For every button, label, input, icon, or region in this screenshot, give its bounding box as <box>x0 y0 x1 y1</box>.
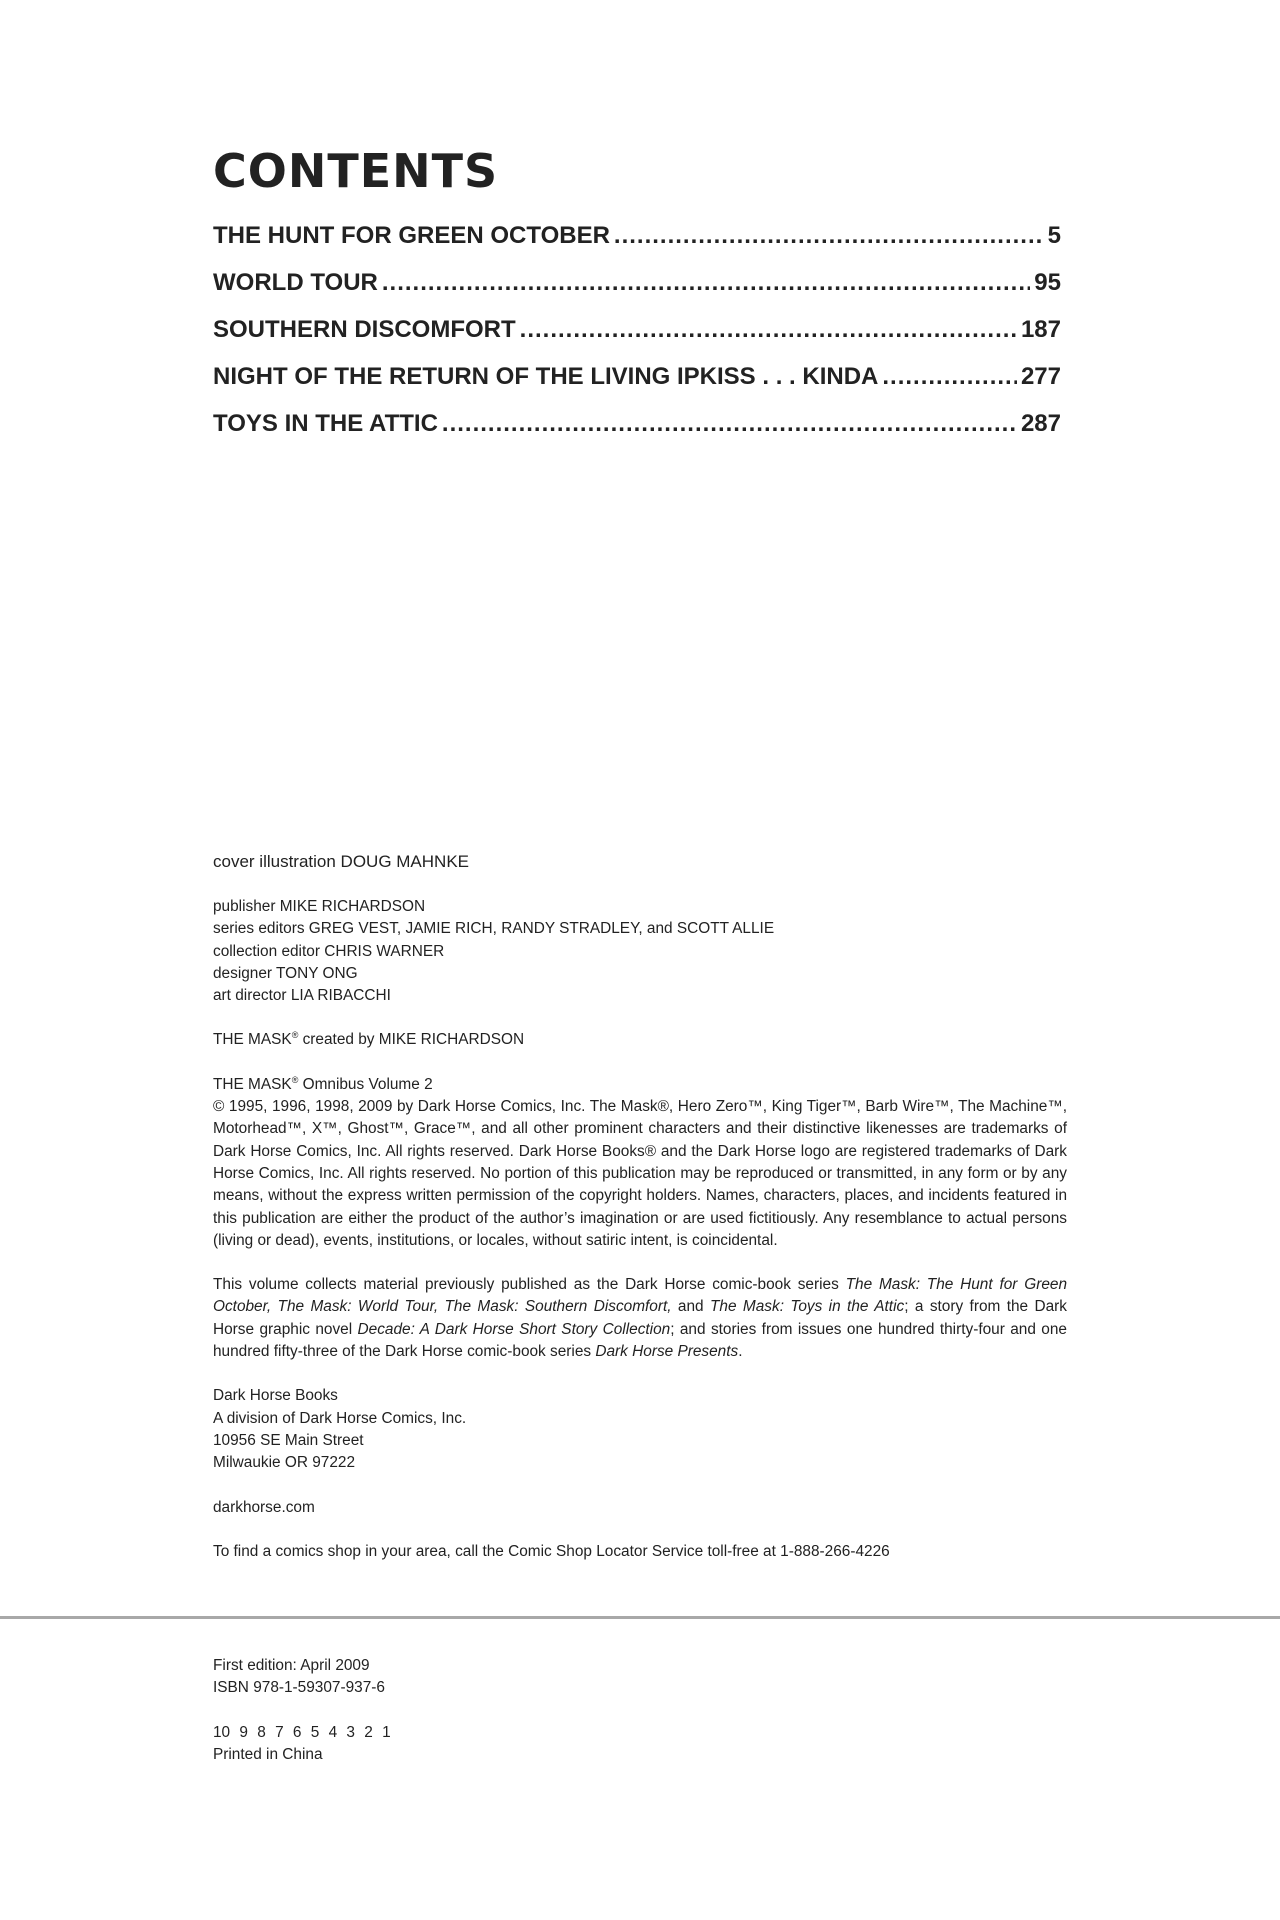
volume-title-suffix: Omnibus Volume 2 <box>298 1075 433 1093</box>
address-line: Milwaukie OR 97222 <box>213 1454 356 1472</box>
collects-series-title: The Mask: Toys in the Attic <box>710 1298 905 1316</box>
series-editors-credit: series editors GREG VEST, JAMIE RICH, RANDY STRADLEY, and SCOTT ALLIE <box>213 920 775 938</box>
toc-entry <box>213 316 1061 363</box>
collects-text: . <box>738 1343 743 1361</box>
collects-text: and <box>671 1298 711 1316</box>
collects-text: ; a story from the Dark Horse graphic novel <box>213 1298 1067 1338</box>
collects-series-title: Decade: A Dark Horse Short Story Collection <box>357 1320 671 1338</box>
collects-text: ; and stories from issues one hundred thirty-four and one hundred fifty-three of the Dark Horse comic-book series <box>213 1320 1067 1361</box>
designer-credit: designer TONY ONG <box>213 964 358 982</box>
toc-dot-leader <box>520 316 1017 344</box>
credits-block <box>213 850 1067 1563</box>
toc-entry-title: TOYS IN THE ATTIC <box>213 410 438 437</box>
toc-entry-page: 95 <box>1034 269 1061 296</box>
address-line: Dark Horse Books <box>213 1387 338 1405</box>
staff-credits <box>213 896 1067 1007</box>
publisher-address <box>213 1385 1067 1474</box>
toc-entry <box>213 269 1061 316</box>
toc-entry-title: NIGHT OF THE RETURN OF THE LIVING IPKISS . . . KINDA <box>213 363 879 390</box>
toc-entry-page: 5 <box>1047 222 1061 249</box>
toc-entry-page: 287 <box>1020 410 1061 437</box>
toc-entry-page: 187 <box>1020 316 1061 343</box>
creator-credit-text: created by MIKE RICHARDSON <box>298 1031 525 1049</box>
divider-rule <box>0 1616 1280 1619</box>
copyright-block <box>213 1074 1067 1252</box>
registered-mark: ® <box>291 1074 299 1085</box>
cover-credit: cover illustration DOUG MAHNKE <box>213 852 470 871</box>
toc-dot-leader <box>382 269 1030 297</box>
collection-editor-credit: collection editor CHRIS WARNER <box>213 942 445 960</box>
toc-entry-title: THE HUNT FOR GREEN OCTOBER <box>213 222 610 249</box>
toc-entry <box>213 363 1061 410</box>
shop-locator-notice: To find a comics shop in your area, call the Comic Shop Locator Service toll-free at 1-888-266-4226 <box>213 1542 890 1560</box>
toc-entry <box>213 222 1061 269</box>
toc-entry-title: SOUTHERN DISCOMFORT <box>213 316 516 343</box>
isbn: ISBN 978-1-59307-937-6 <box>213 1679 385 1697</box>
toc-dot-leader <box>614 222 1044 250</box>
toc-entry-title: WORLD TOUR <box>213 269 378 296</box>
printed-in: Printed in China <box>213 1745 323 1763</box>
creator-credit-title: THE MASK <box>213 1031 292 1049</box>
collects-series-title: Dark Horse Presents <box>595 1343 739 1361</box>
table-of-contents <box>213 222 1061 457</box>
toc-entry <box>213 410 1061 457</box>
collects-notice <box>213 1274 1067 1363</box>
address-line: A division of Dark Horse Comics, Inc. <box>213 1409 467 1427</box>
collects-text: This volume collects material previously published as the Dark Horse comic-book series <box>213 1276 846 1294</box>
creator-credit <box>213 1029 1067 1051</box>
volume-title <box>213 1074 1067 1096</box>
volume-title-prefix: THE MASK <box>213 1075 292 1093</box>
print-line: 10 9 8 7 6 5 4 3 2 1 <box>213 1723 391 1741</box>
art-director-credit: art director LIA RIBACCHI <box>213 987 391 1005</box>
first-edition: First edition: April 2009 <box>213 1657 370 1674</box>
copyright-notice: © 1995, 1996, 1998, 2009 by Dark Horse Comics, Inc. The Mask®, Hero Zero™, King Tiger™, Barb Wire™, The Machine™, Motorhead™, X™, Ghost™, Grace™, and all other prominent characters and their distinctive likenesses are trademarks of Dark Horse Comics, Inc. All rights reserved. Dark Horse Books® and the Dark Horse logo are registered trademarks of Dark Horse Comics, Inc. All rights reserved. No portion of this publication may be reproduced or transmitted, in any form or by any means, without the express written permission of the copyright holders. Names, characters, places, and incidents featured in this publication are either the product of the author’s imagination or are used fictitiously. Any resemblance to actual persons (living or dead), events, institutions, or locales, without satiric intent, is coincidental. <box>213 1098 1067 1249</box>
publisher-credit: publisher MIKE RICHARDSON <box>213 898 426 915</box>
contents-heading: CONTENTS <box>213 144 499 198</box>
collects-series-title: The Mask: The Hunt for Green October, The Mask: World Tour, The Mask: Southern Discomfort, <box>213 1276 1067 1316</box>
toc-dot-leader <box>442 410 1017 438</box>
website: darkhorse.com <box>213 1498 315 1516</box>
edition-block <box>213 1655 391 1766</box>
registered-mark: ® <box>291 1030 299 1041</box>
toc-dot-leader <box>882 363 1017 391</box>
toc-entry-page: 277 <box>1020 363 1061 390</box>
address-line: 10956 SE Main Street <box>213 1431 364 1449</box>
